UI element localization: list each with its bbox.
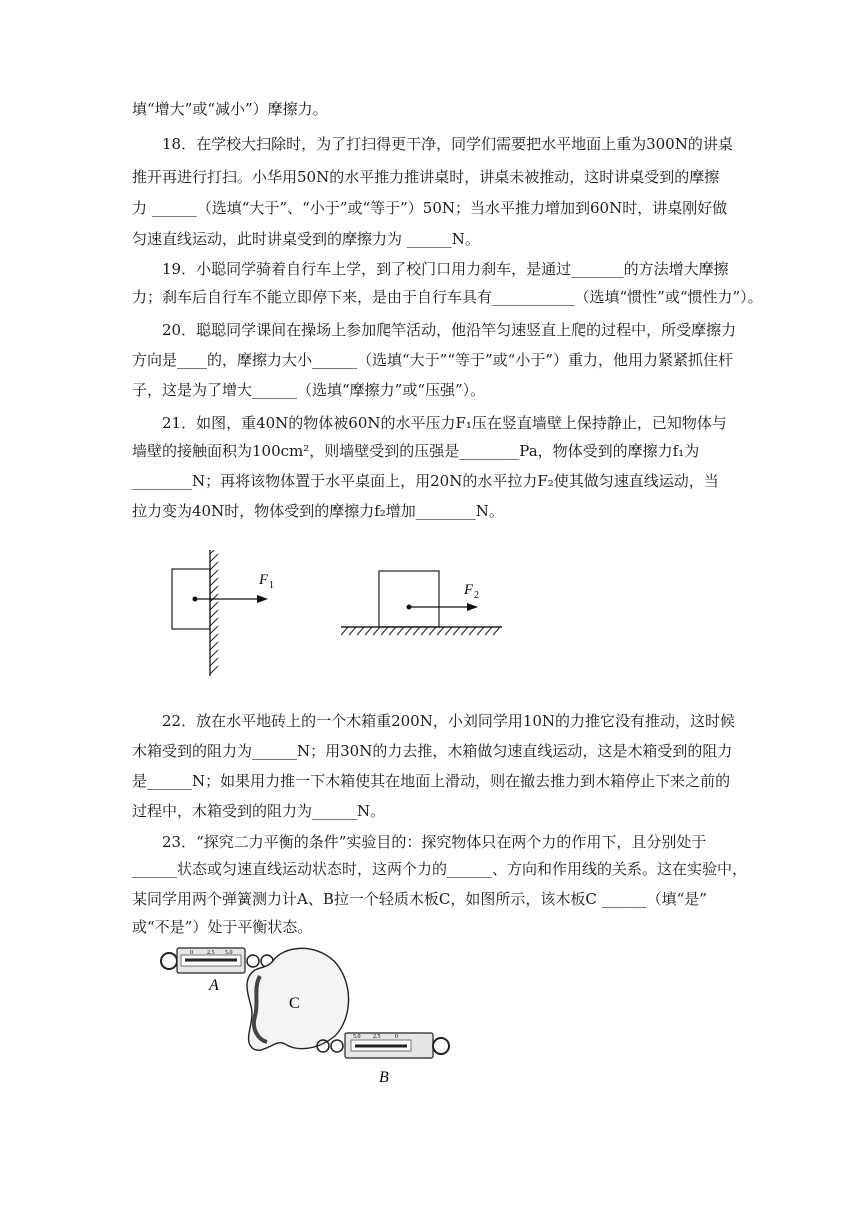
text-line: 木箱受到的阻力为______N；用30N的力去推，木箱做匀速直线运动，这是木箱受到的阻力 (132, 742, 733, 760)
text-line: 或“不是”）处于平衡状态。 (132, 918, 313, 936)
svg-text:0: 0 (395, 1034, 398, 1040)
spring-scale-b (317, 1033, 449, 1058)
question-23: 23．“探究二力平衡的条件”实验目的：探究物体只在两个力的作用下，且分别处于 (162, 833, 707, 851)
text-line: 某同学用两个弹簧测力计A、B拉一个轻质木板C，如图所示，该木板C ______（填“是” (132, 890, 707, 908)
text-line: ________N；再将该物体置于水平桌面上，用20N的水平拉力F₂使其做匀速直线运动，当 (132, 472, 719, 490)
svg-text:2.5: 2.5 (207, 950, 215, 956)
arrow-f2 (467, 603, 478, 611)
question-20: 20．聪聪同学课间在操场上参加爬竿活动，他沿竿匀速竖直上爬的过程中，所受摩擦力 (162, 321, 737, 339)
label-f1-sub: 1 (269, 580, 274, 591)
text-line: 过程中，木箱受到的阻力为______N。 (132, 802, 386, 820)
question-19: 19．小聪同学骑着自行车上学，到了校门口用力刹车，是通过_______的方法增大摩擦 (162, 260, 729, 278)
question-18: 18．在学校大扫除时，为了打扫得更干净，同学们需要把水平地面上重为300N的讲桌 (162, 135, 733, 153)
label-b: B (379, 1069, 389, 1086)
question-22: 22．放在水平地砖上的一个木箱重200N，小刘同学用10N的力推它没有推动，这时候 (162, 712, 736, 730)
text-line: ______状态或匀速直线运动状态时，这两个力的______、方向和作用线的关系。这在实验中， (132, 860, 748, 878)
text-line: 推开再进行打扫。小华用50N的水平推力推讲桌时，讲桌未被推动，这时讲桌受到的摩擦 (132, 168, 720, 186)
question-21: 21．如图，重40N的物体被60N的水平压力F₁压在竖直墙壁上保持静止，已知物体与 (162, 414, 727, 432)
svg-text:0: 0 (190, 950, 193, 956)
arrow-f1 (257, 595, 268, 603)
text-line: 填“增大”或“减小”）摩擦力。 (132, 100, 328, 118)
force-diagram-figure (165, 550, 525, 682)
label-f1: F (259, 572, 269, 588)
text-line: 方向是____的，摩擦力大小______（选填“大于”“等于”或“小于”）重力，他用力紧紧抓住杆 (132, 351, 734, 369)
spring-scale-figure (155, 940, 455, 1090)
text-line: 拉力变为40N时，物体受到的摩擦力f₂增加________N。 (132, 502, 504, 520)
text-line: 墙壁的接触面积为100cm²，则墙壁受到的压强是________Pa，物体受到的摩擦力f₁为 (132, 442, 700, 460)
text-line: 力 ______（选填“大于”、“小于”或“等于”）50N；当水平推力增加到60N时，讲桌刚好做 (132, 199, 728, 217)
svg-text:5.0: 5.0 (225, 950, 233, 956)
block-on-ground (379, 571, 439, 627)
label-c: C (289, 995, 300, 1012)
svg-text:2.5: 2.5 (373, 1034, 381, 1040)
svg-text:5.0: 5.0 (353, 1034, 361, 1040)
text-line: 力；刹车后自行车不能立即停下来，是由于自行车具有___________（选填“惯性”或“惯性力”）。 (132, 288, 763, 306)
text-line: 匀速直线运动，此时讲桌受到的摩擦力为 ______N。 (132, 230, 480, 248)
text-line: 子，这是为了增大______（选填“摩擦力”或“压强”）。 (132, 381, 486, 399)
label-f2: F (464, 582, 474, 598)
label-f2-sub: 2 (474, 590, 479, 601)
text-line: 是______N；如果用力推一下木箱使其在地面上滑动，则在撤去推力到木箱停止下来之前的 (132, 772, 731, 790)
label-a: A (209, 977, 219, 994)
